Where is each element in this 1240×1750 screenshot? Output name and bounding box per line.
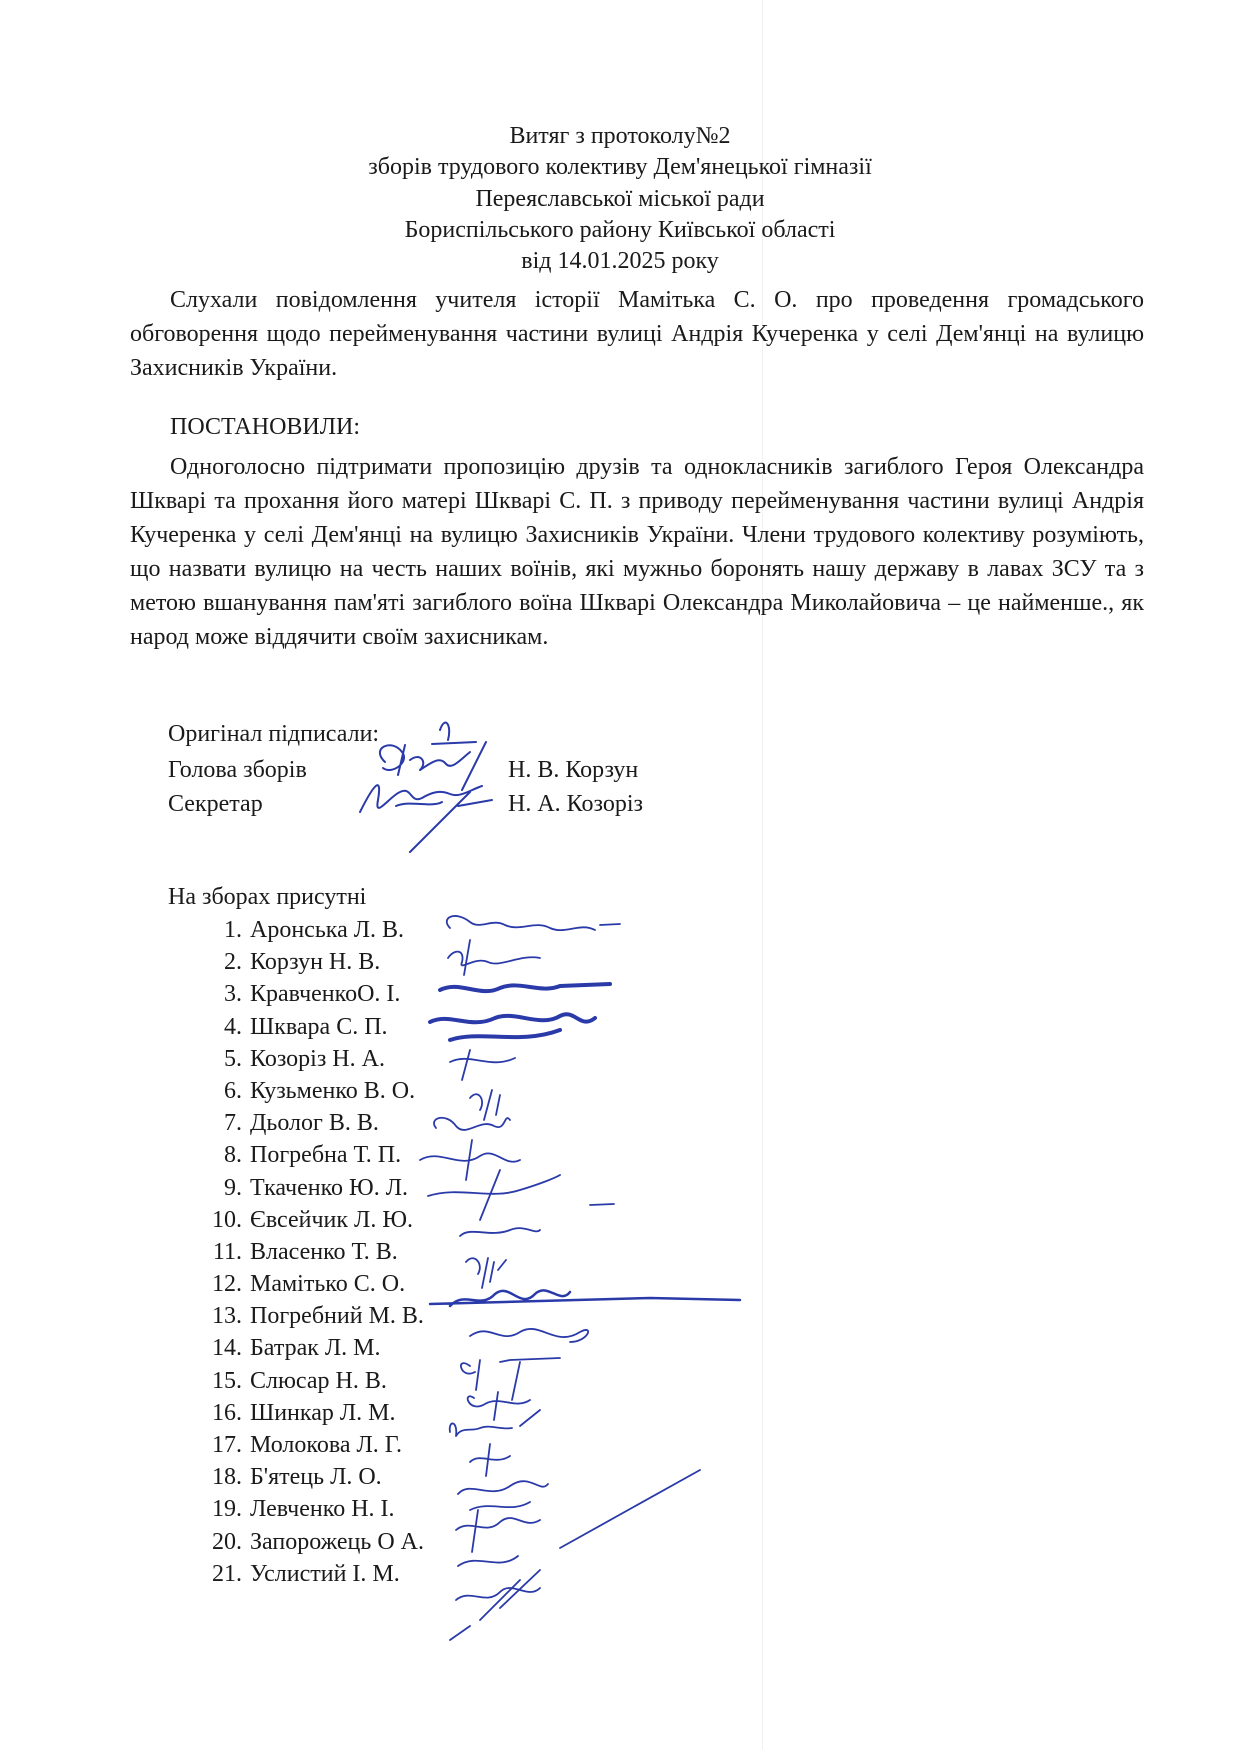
list-item: 1. Аронська Л. В. (224, 917, 405, 943)
decision-paragraph: Одноголосно підтримати пропозицію друзів та однокласників загиблого Героя Олександра Шкварі та прохання його матері Шкварі С. П. з приводу перейменування частини вулиці Андрія Кучеренка у селі Дем'янці на вулицю Захисників України. Члени трудового колективу розуміють, що назвати вулицю на честь наших воїнів, які мужньо боронять нашу державу в лавах ЗСУ та з метою вшанування пам'яті загиблого воїна Шкварі Олександра Миколайовича – це найменше., як народ може віддячити своїм захисникам. (130, 454, 1144, 650)
attendee-list (190, 915, 424, 1591)
resolved-heading: ПОСТАНОВИЛИ: (170, 414, 361, 440)
list-item: 20. Запорожець О А. (212, 1528, 424, 1555)
signed-intro: Оригінал підписали: (168, 721, 380, 747)
list-item: 6. Кузьменко В. О. (224, 1077, 416, 1104)
attendee-signatures (420, 916, 740, 1640)
list-item: 9. Ткаченко Ю. Л. (224, 1174, 409, 1201)
doc-subtitle-meeting: зборів трудового колективу Дем'янецької гімназії (368, 154, 872, 180)
list-item: 12. Мамітько С. О. (212, 1271, 406, 1298)
list-item: 4. Шквара С. П. (224, 1013, 388, 1040)
chair-name: Н. В. Корзун (508, 757, 639, 783)
list-item: 15. Слюсар Н. В. (212, 1367, 387, 1394)
list-item: 14. Батрак Л. М. (212, 1335, 381, 1362)
list-item: 21. Услистий І. М. (212, 1560, 400, 1587)
secretary-name: Н. А. Козоріз (508, 791, 643, 817)
list-item: 19. Левченко Н. І. (212, 1496, 395, 1523)
list-item: 10. Євсейчик Л. Ю. (212, 1206, 413, 1233)
chair-label: Голова зборів (168, 757, 307, 783)
secretary-signature (360, 785, 492, 852)
doc-subtitle-council: Переяславської міської ради (475, 186, 765, 212)
doc-date: від 14.01.2025 року (521, 248, 719, 274)
heard-paragraph: Слухали повідомлення учителя історії Мамітька С. О. про проведення громадського обговорення щодо перейменування частини вулиці Андрія Кучеренка у селі Дем'янці на вулицю Захисників України. (130, 287, 1144, 381)
list-item: 16. Шинкар Л. М. (212, 1399, 396, 1426)
doc-title: Витяг з протоколу№2 (509, 123, 731, 149)
list-item: 5. Козоріз Н. А. (224, 1045, 385, 1072)
list-item: 2. Корзун Н. В. (224, 949, 381, 976)
list-item: 7. Дьолог В. В. (224, 1110, 379, 1137)
list-item: 8. Погребна Т. П. (224, 1142, 402, 1169)
list-item: 18. Б'ятець Л. О. (212, 1464, 382, 1491)
present-heading: На зборах присутні (168, 884, 367, 910)
list-item: 3. КравченкоО. І. (224, 981, 401, 1008)
list-item: 13. Погребний М. В. (212, 1303, 424, 1330)
list-item: 11. Власенко Т. В. (212, 1238, 398, 1265)
list-item: 17. Молокова Л. Г. (212, 1432, 402, 1458)
secretary-label: Секретар (168, 791, 263, 817)
doc-subtitle-district: Бориспільського району Київської області (404, 217, 836, 243)
chair-signature (380, 723, 486, 790)
